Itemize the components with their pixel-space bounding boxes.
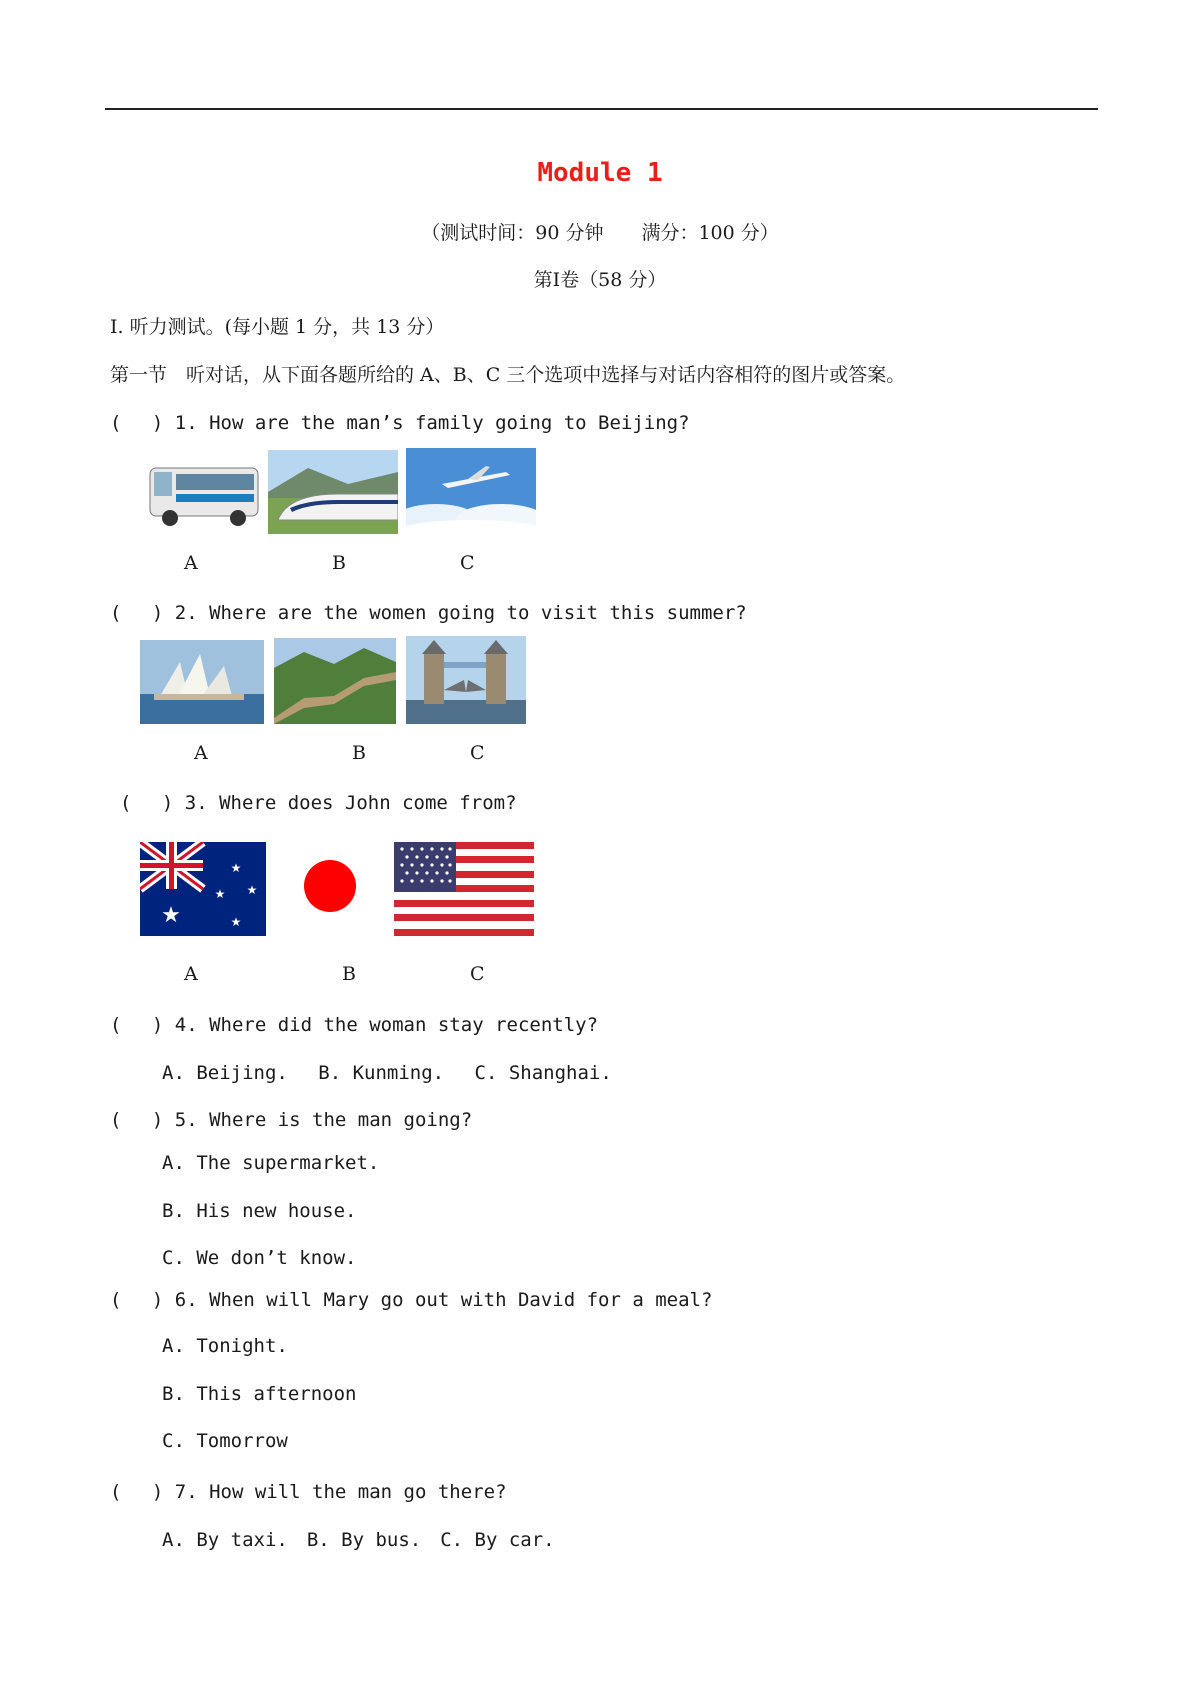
question-text: Where did the woman stay recently?	[209, 1014, 599, 1036]
question-6	[110, 1285, 712, 1312]
test-info: （测试时间：90 分钟 满分：100 分）	[421, 222, 779, 244]
question-text: How are the man’s family going to Beijing?	[209, 412, 690, 434]
option-label-b: B	[332, 552, 346, 574]
tower-bridge-image	[406, 636, 526, 724]
airplane-image	[406, 448, 536, 534]
question-text: How will the man go there?	[209, 1481, 507, 1503]
high-speed-train-image	[268, 450, 398, 534]
svg-text:★: ★	[214, 887, 226, 901]
question-1	[110, 408, 690, 435]
option-b: B. This afternoon	[162, 1383, 357, 1405]
question-7-options: A. By taxi. B. By bus. C. By car.	[162, 1529, 555, 1551]
bus-image	[140, 450, 264, 534]
question-4	[110, 1010, 598, 1037]
svg-text:★: ★	[230, 915, 242, 929]
question-4-options: A. Beijing. B. Kunming. C. Shanghai.	[162, 1062, 612, 1084]
option-label-a: A	[184, 552, 198, 574]
question-text: Where does John come from?	[219, 792, 517, 814]
question-2	[110, 598, 747, 625]
option-a: A. The supermarket.	[162, 1152, 380, 1174]
top-rule	[105, 108, 1098, 110]
sydney-opera-house-image	[140, 640, 264, 724]
question-prefix: ( ) 2.	[110, 602, 198, 624]
option-label-b: B	[342, 963, 356, 985]
option-label-a: A	[184, 963, 198, 985]
question-prefix: ( ) 7.	[110, 1481, 198, 1503]
japan-flag-image	[300, 856, 360, 916]
option-label-c: C	[470, 742, 485, 764]
great-wall-image	[274, 638, 396, 724]
page-title: Module 1	[537, 158, 663, 188]
question-7	[110, 1477, 507, 1504]
question-prefix: ( ) 1.	[110, 412, 198, 434]
australia-flag-image	[140, 842, 266, 936]
section-heading: Ⅰ. 听力测试。(每小题 1 分，共 13 分）	[110, 316, 445, 338]
option-c: C. Tomorrow	[162, 1430, 288, 1452]
question-3	[120, 788, 517, 815]
usa-flag-image	[394, 842, 534, 936]
option-c: C. We don’t know.	[162, 1247, 357, 1269]
option-label-c: C	[460, 552, 475, 574]
subsection-instruction: 第一节 听对话，从下面各题所给的 A、B、C 三个选项中选择与对话内容相符的图片或答案。	[110, 364, 906, 386]
question-prefix: ( ) 3.	[120, 792, 208, 814]
option-label-c: C	[470, 963, 485, 985]
option-label-b: B	[352, 742, 366, 764]
volume-heading: 第Ⅰ卷（58 分）	[533, 269, 667, 291]
svg-text:★: ★	[161, 903, 181, 928]
svg-text:★: ★	[246, 883, 258, 897]
svg-text:★: ★	[230, 861, 242, 875]
question-prefix: ( ) 5.	[110, 1109, 198, 1131]
question-5	[110, 1105, 472, 1132]
question-text: Where are the women going to visit this summer?	[209, 602, 747, 624]
option-a: A. Tonight.	[162, 1335, 288, 1357]
option-b: B. His new house.	[162, 1200, 357, 1222]
question-text: Where is the man going?	[209, 1109, 473, 1131]
question-text: When will Mary go out with David for a meal?	[209, 1289, 713, 1311]
question-prefix: ( ) 6.	[110, 1289, 198, 1311]
question-prefix: ( ) 4.	[110, 1014, 198, 1036]
option-label-a: A	[194, 742, 208, 764]
